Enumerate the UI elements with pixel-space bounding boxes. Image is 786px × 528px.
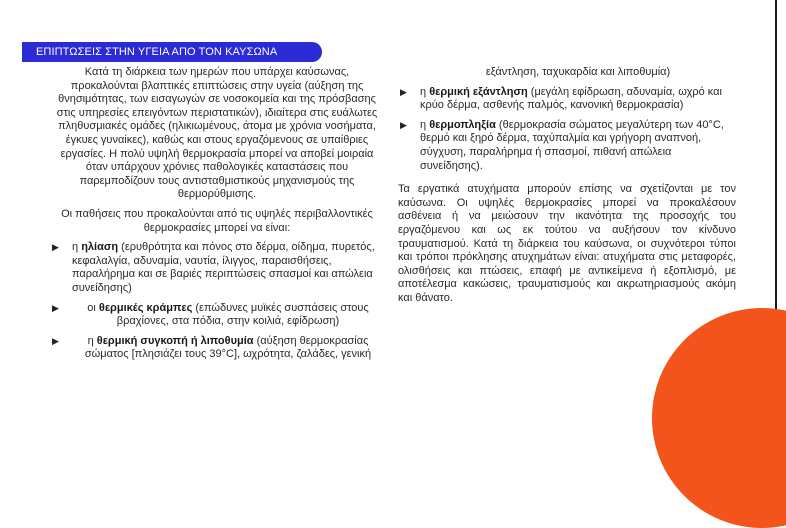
triangle-right-icon: ▶ <box>52 302 59 313</box>
list-item: ▶ η θερμική εξάντληση (μεγάλη εφίδρωση, αδυναμία, ωχρό και κρύο δέρμα, ασθενής παλμός, κανονική θερμοκρασία) <box>400 85 722 112</box>
left-column <box>50 66 384 368</box>
condition-term: ηλίαση <box>81 241 119 254</box>
triangle-right-icon: ▶ <box>400 119 407 130</box>
list-continuation: εξάντληση, ταχυκαρδία και λιποθυμία) <box>485 66 671 78</box>
list-item: ▶ οι θερμικές κράμπες (επώδυνες μυϊκές συσπάσεις στους βραχίονες, στα πόδια, στην κοιλιά, εφίδρωση) <box>52 301 369 328</box>
section-title-banner <box>22 42 322 62</box>
section-title: ΕΠΙΠΤΩΣΕΙΣ ΣΤΗΝ ΥΓΕΙΑ ΑΠΟ ΤΟΝ ΚΑΥΣΩΝΑ <box>36 46 278 58</box>
decorative-orange-circle <box>652 308 786 528</box>
triangle-right-icon: ▶ <box>400 86 407 97</box>
condition-term: θερμική συγκοπή ή λιποθυμία <box>96 334 254 347</box>
condition-term: θερμική εξάντληση <box>429 85 528 98</box>
intro-paragraph: Κατά τη διάρκεια των ημερών που υπάρχει καύσωνας, προκαλούνται βλαπτικές επιπτώσεις στην υγεία (αύξηση της θνησιμότητας, των εισαγωγών σε νοσοκομεία και της πρόσβασης στις υπηρεσίες επειγόντων περιστατικών), ιδιαίτερα στις ευάλωτες πληθυσμιακές ομάδες (ηλικιωμένους, άτομα με χρόνια νοσήματα, έγκυες γυναίκες), καθώς και στους εργαζόμενους σε υπαίθριες εργασίες. Η πολύ υψηλή θερμοκρασία μπορεί να αποβεί μοιραία όταν υπάρχουν χρόνιες παθολογικές καταστάσεις που παρεμποδίζουν τους αντισταθμιστικούς μηχανισμούς της θερμορύθμισης. <box>56 66 378 201</box>
list-item: ▶ η ηλίαση (ερυθρότητα και πόνος στο δέρμα, οίδημα, πυρετός, κεφαλαλγία, αδυναμία, ναυτία, ίλιγγος, παραισθήσεις, παραλήρημα και σε βαριές περιπτώσεις σπασμοί και απώλεια συνείδησης) <box>52 241 375 294</box>
list-item: ▶ η θερμοπληξία (θερμοκρασία σώματος μεγαλύτερη των 40°C, θερμό και ξηρό δέρμα, ταχύπαλμία και γρήγορη αναπνοή, σύγχυση, παραλήρημα ή σπασμοί, πιθανή απώλεια συνείδησης). <box>400 118 724 172</box>
condition-term: θερμοπληξία <box>429 118 496 131</box>
right-column <box>398 66 736 312</box>
conditions-lead: Οι παθήσεις που προκαλούνται από τις υψηλές περιβαλλοντικές θερμοκρασίες μπορεί να είναι: <box>61 207 373 234</box>
triangle-right-icon: ▶ <box>52 335 59 346</box>
triangle-right-icon: ▶ <box>52 242 59 253</box>
list-item: ▶ η θερμική συγκοπή ή λιποθυμία (αύξηση θερμοκρασίας σώματος [πλησιάζει τους 39°C], ωχρότητα, ζαλάδες, γενική <box>52 334 372 361</box>
condition-term: θερμικές κράμπες <box>98 301 193 314</box>
accidents-paragraph: Τα εργατικά ατυχήματα μπορούν επίσης να σχετίζονται με τον καύσωνα. Οι υψηλές θερμοκρασίες μπορεί να προκαλέσουν ασθένεια ή να μειώσουν την ικανότητα της προσοχής του εργαζόμενου και ως εκ τούτου να αυξήσουν τον κίνδυνο τραυματισμού. Κατά τη διάρκεια του καύσωνα, οι συχνότεροι τύποι και τρόποι πρόκλησης ατυχημάτων είναι: ατυχήματα στις μεταφορές, ολισθήσεις και πτώσεις, επαφή με αντικείμενα ή εξοπλισμό, με αποτέλεσμα κακώσεις, τραυματισμούς και ακρωτηριασμούς ακόμη και θάνατο. <box>398 183 736 304</box>
